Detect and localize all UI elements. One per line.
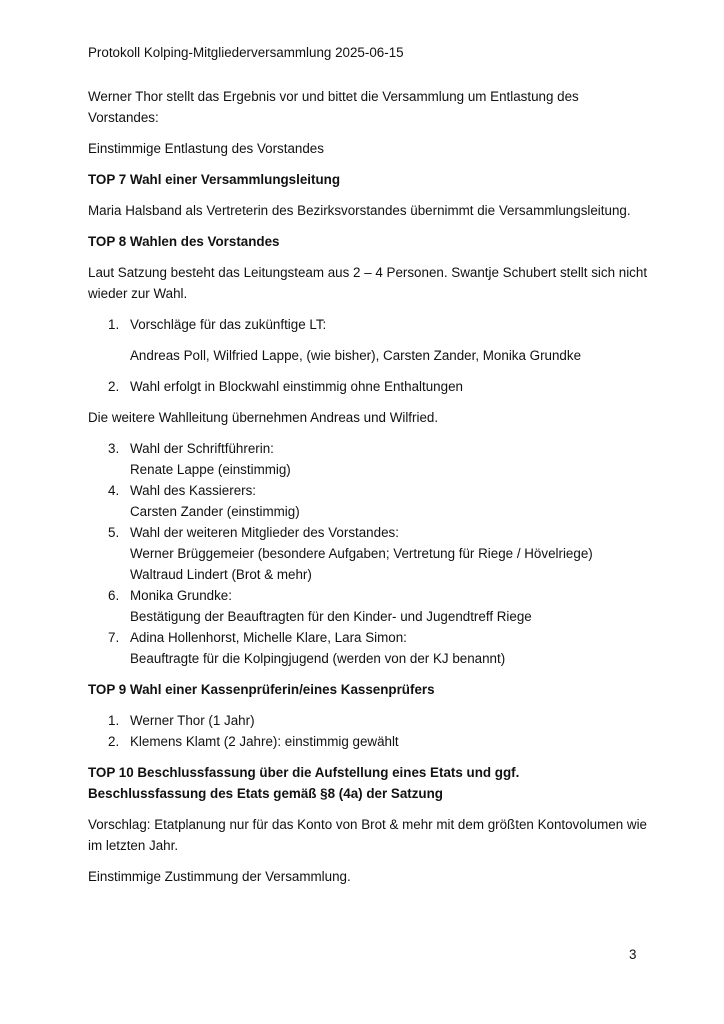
list-subtext: Bestätigung der Beauftragten für den Kinder- und Jugendtreff Riege [130, 609, 532, 624]
heading-top8: TOP 8 Wahlen des Vorstandes [88, 234, 280, 249]
paragraph-top8: Laut Satzung besteht das Leitungsteam aus 2 – 4 Personen. Swantje Schubert stellt sich nicht wieder zur Wahl. [88, 265, 648, 301]
list-subtext: Carsten Zander (einstimmig) [130, 504, 300, 519]
list-text: Werner Thor (1 Jahr) [130, 713, 255, 728]
list-item [88, 376, 648, 397]
list-subtext: Waltraud Lindert (Brot & mehr) [130, 567, 312, 582]
list-text: Klemens Klamt (2 Jahre): einstimmig gewählt [130, 734, 399, 749]
paragraph-approval: Einstimmige Zustimmung der Versammlung. [88, 869, 351, 884]
paragraph-top7: Maria Halsband als Vertreterin des Bezirksvorstandes übernimmt die Versammlungsleitung. [88, 203, 631, 218]
list-number: 1. [108, 713, 120, 728]
list-number: 1. [108, 317, 120, 332]
list-number: 3. [108, 441, 120, 456]
paragraph-result: Werner Thor stellt das Ergebnis vor und bittet die Versammlung um Entlastung des Vorstandes: [88, 89, 579, 125]
heading-top10 [88, 762, 648, 804]
list-text: Vorschläge für das zukünftige LT: [130, 317, 327, 332]
list-number: 2. [108, 379, 120, 394]
list-text: Wahl des Kassierers: [130, 483, 257, 498]
list-text: Wahl der weiteren Mitglieder des Vorstandes: [130, 525, 399, 540]
list-number: 5. [108, 525, 120, 540]
heading-top7: TOP 7 Wahl einer Versammlungsleitung [88, 172, 341, 187]
list-text: Wahl der Schriftführerin: [130, 441, 274, 456]
list-text: Monika Grundke: [130, 588, 232, 603]
paragraph-discharge: Einstimmige Entlastung des Vorstandes [88, 141, 324, 156]
list-text: Wahl erfolgt in Blockwahl einstimmig ohne Enthaltungen [130, 379, 463, 394]
list-number: 7. [108, 630, 120, 645]
list-subtext: Werner Brüggemeier (besondere Aufgaben; Vertretung für Riege / Hövelriege) [130, 546, 593, 561]
paragraph-proposal: Vorschlag: Etatplanung nur für das Konto von Brot & mehr mit dem größten Kontovolumen wie im letzten Jahr. [88, 817, 647, 853]
list-number: 4. [108, 483, 120, 498]
list-item [88, 627, 648, 669]
list-top9 [88, 710, 648, 752]
list-top8-b [88, 438, 648, 669]
list-item [88, 731, 648, 752]
list-number: 2. [108, 734, 120, 749]
list-subtext: Andreas Poll, Wilfried Lappe, (wie bisher), Carsten Zander, Monika Grundke [130, 348, 582, 363]
list-item [88, 314, 648, 366]
list-item [88, 438, 648, 480]
list-top8-a [88, 314, 648, 397]
list-item [88, 710, 648, 731]
heading-line: TOP 10 Beschlussfassung über die Aufstellung eines Etats und ggf. [88, 765, 520, 780]
list-item [88, 522, 648, 585]
heading-top9: TOP 9 Wahl einer Kassenprüferin/eines Kassenprüfers [88, 682, 435, 697]
list-item [88, 585, 648, 627]
page-header: Protokoll Kolping-Mitgliederversammlung 2025-06-15 [88, 45, 404, 60]
page-number: 3 [629, 947, 637, 962]
list-number: 6. [108, 588, 120, 603]
heading-line: Beschlussfassung des Etats gemäß §8 (4a) der Satzung [88, 786, 443, 801]
list-subtext: Renate Lappe (einstimmig) [130, 462, 291, 477]
document-body [88, 86, 648, 897]
list-subtext: Beauftragte für die Kolpingjugend (werden von der KJ benannt) [130, 651, 506, 666]
paragraph-election-lead: Die weitere Wahlleitung übernehmen Andreas und Wilfried. [88, 410, 439, 425]
list-item [88, 480, 648, 522]
list-text: Adina Hollenhorst, Michelle Klare, Lara Simon: [130, 630, 407, 645]
